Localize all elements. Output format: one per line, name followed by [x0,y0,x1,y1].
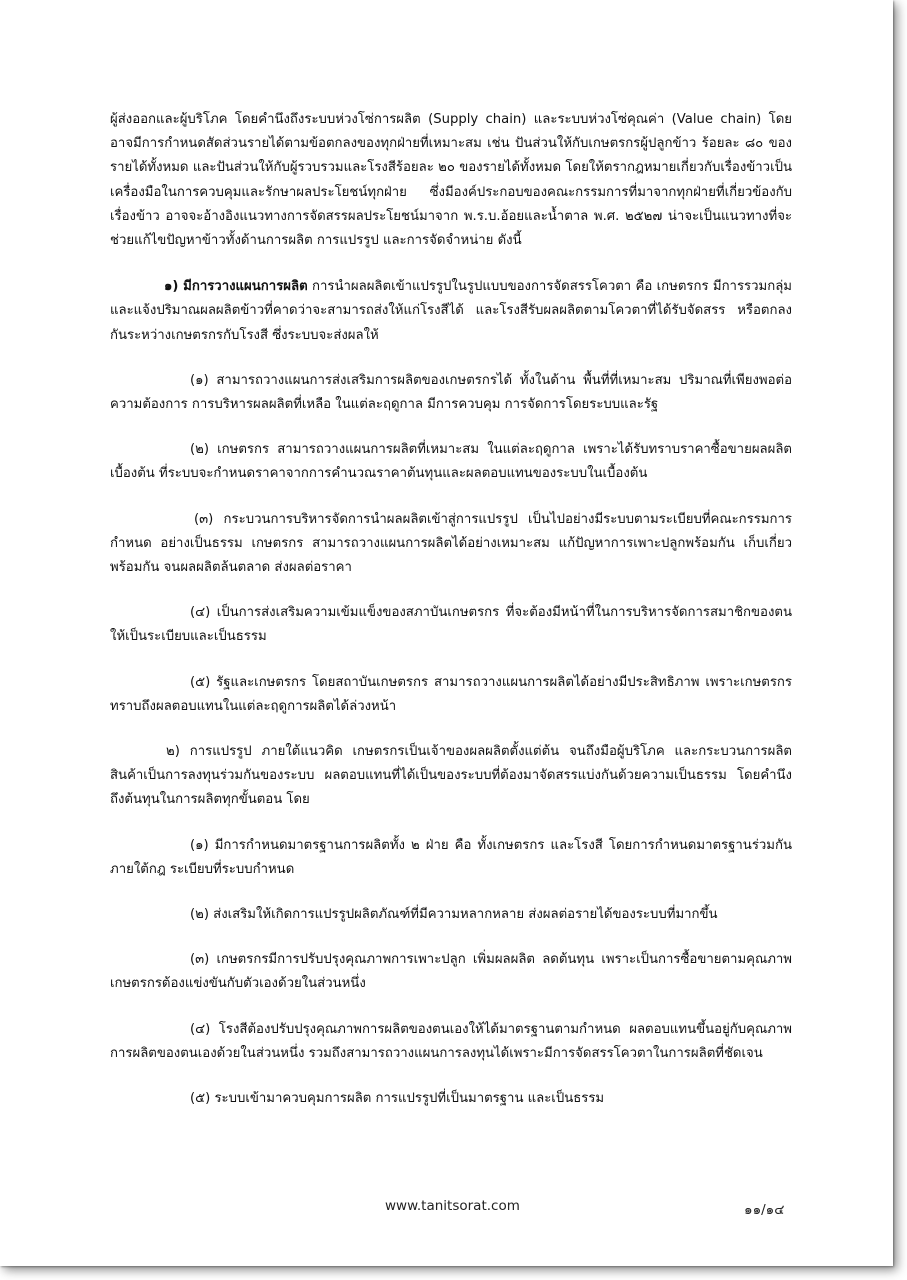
section-1-paragraph [110,275,792,348]
section-2-item-3: (๓) เกษตรกรมีการปรับปรุงคุณภาพการเพาะปลูก เพิ่มผลผลิต ลดต้นทุน เพราะเป็นการซื้อขายตามคุณภาพ เกษตรกรต้องแข่งขันกับตัวเองด้วยในส่วนหนึ่ง [110,952,792,992]
section-2-item-1: (๑) มีการกำหนดมาตรฐานการผลิตทั้ง ๒ ฝ่าย คือ ทั้งเกษตรกร และโรงสี โดยการกำหนดมาตรฐานร่วมกันภายใต้กฎ ระเบียบที่ระบบกำหนด [110,837,792,877]
section-2-item-4: (๔) โรงสีต้องปรับปรุงคุณภาพการผลิตของตนเองให้ได้มาตรฐานตามกำหนด ผลตอบแทนขึ้นอยู่กับคุณภาพการผลิตของตนเองด้วยในส่วนหนึ่ง รวมถึงสามารถวางแผนการลงทุนได้เพราะมีการจัดสรรโควตาในการผลิตที่ชัดเจน [110,1021,792,1061]
section-2-item-5: (๕) ระบบเข้ามาควบคุมการผลิต การแปรรูปที่เป็นมาตรฐาน และเป็นธรรม [190,1091,605,1107]
section-1-text: การนำผลผลิตเข้าแปรรูปในรูปแบบของการจัดสรรโควตา คือ เกษตรกร มีการรวมกลุ่มและแจ้งปริมาณผลผลิตข้าวที่คาดว่าจะสามารถส่งให้แก่โรงสีได้ และโรงสีรับผลผลิตตามโควตาที่ได้รับจัดสรร หรือตกลงกันระหว่างเกษตรกรกับโรงสี ซึ่งระบบจะส่งผลให้ [110,279,792,343]
page-number: ๑๑/๑๔ [744,1202,785,1218]
document-body [110,108,792,1132]
intro-paragraph: ผู้ส่งออกและผู้บริโภค โดยคำนึงถึงระบบห่วงโซ่การผลิต (Supply chain) และระบบห่วงโซ่คุณค่า (Value chain) โดยอาจมีการกำหนดสัดส่วนรายได้ตามข้อตกลงของทุกฝ่ายที่เหมาะสม เช่น ปันส่วนให้กับเกษตรกรผู้ปลูกข้าว ร้อยละ ๘๐ ของรายได้ทั้งหมด และปันส่วนให้กับผู้รวบรวมและโรงสีร้อยละ ๒๐ ของรายได้ทั้งหมด โดยให้ตรากฎหมายเกี่ยวกับเรื่องข้าวเป็นเครื่องมือในการควบคุมและรักษาผลประโยชน์ทุกฝ่าย ซึ่งมีองค์ประกอบของคณะกรรมการที่มาจากทุกฝ่ายที่เกี่ยวข้องกับเรื่องข้าว อาจจะอ้างอิงแนวทางการจัดสรรผลประโยชน์มาจาก พ.ร.บ.อ้อยและน้ำตาล พ.ศ. ๒๕๒๗ น่าจะเป็นแนวทางที่จะช่วยแก้ไขปัญหาข้าวทั้งด้านการผลิต การแปรรูป และการจัดจำหน่าย ดังนี้ [110,112,792,249]
section-1-heading: ๑) มีการวางแผนการผลิต [164,279,308,295]
footer-website: www.tanitsorat.com [385,1198,520,1214]
section-2-paragraph: ๒) การแปรรูป ภายใต้แนวคิด เกษตรกรเป็นเจ้าของผลผลิตตั้งแต่ต้น จนถึงมือผู้บริโภค และกระบวนการผลิตสินค้าเป็นการลงทุนร่วมกันของระบบ ผลตอบแทนที่ได้เป็นของระบบที่ต้องมาจัดสรรแบ่งกันด้วยความเป็นธรรม โดยคำนึงถึงต้นทุนในการผลิตทุกขั้นตอน โดย [110,744,792,808]
section-1-item-5: (๕) รัฐและเกษตรกร โดยสถาบันเกษตรกร สามารถวางแผนการผลิตได้อย่างมีประสิทธิภาพ เพราะเกษตรกรทราบถึงผลตอบแทนในแต่ละฤดูการผลิตได้ล่วงหน้า [110,674,792,714]
section-2-item-2: (๒) ส่งเสริมให้เกิดการแปรรูปผลิตภัณฑ์ที่มีความหลากหลาย ส่งผลต่อรายได้ของระบบที่มากขึ้น [190,907,718,923]
section-1-item-2: (๒) เกษตรกร สามารถวางแผนการผลิตที่เหมาะสม ในแต่ละฤดูกาล เพราะได้รับทราบราคาซื้อขายผลผลิตเบื้องต้น ที่ระบบจะกำหนดราคาจากการคำนวณราคาต้นทุนและผลตอบแทนของระบบในเบื้องต้น [110,442,792,482]
section-1-item-1: (๑) สามารถวางแผนการส่งเสริมการผลิตของเกษตรกรได้ ทั้งในด้าน พื้นที่ที่เหมาะสม ปริมาณที่เพียงพอต่อความต้องการ การบริหารผลผลิตที่เหลือ ในแต่ละฤดูกาล มีการควบคุม การจัดการโดยระบบและรัฐ [110,372,792,413]
section-1-item-4: (๔) เป็นการส่งเสริมความเข้มแข็งของสภาบันเกษตรกร ที่จะต้องมีหน้าที่ในการบริหารจัดการสมาชิกของตนให้เป็นระเบียบและเป็นธรรม [110,605,792,645]
section-1-item-3: (๓) กระบวนการบริหารจัดการนำผลผลิตเข้าสู่การแปรรูป เป็นไปอย่างมีระบบตามระเบียบที่คณะกรรมการกำหนด อย่างเป็นธรรม เกษตรกร สามารถวางแผนการผลิตได้อย่างเหมาะสม แก้ปัญหาการเพาะปลูกพร้อมกัน เก็บเกี่ยวพร้อมกัน จนผลผลิตล้นตลาด ส่งผลต่อราคา [110,511,792,576]
